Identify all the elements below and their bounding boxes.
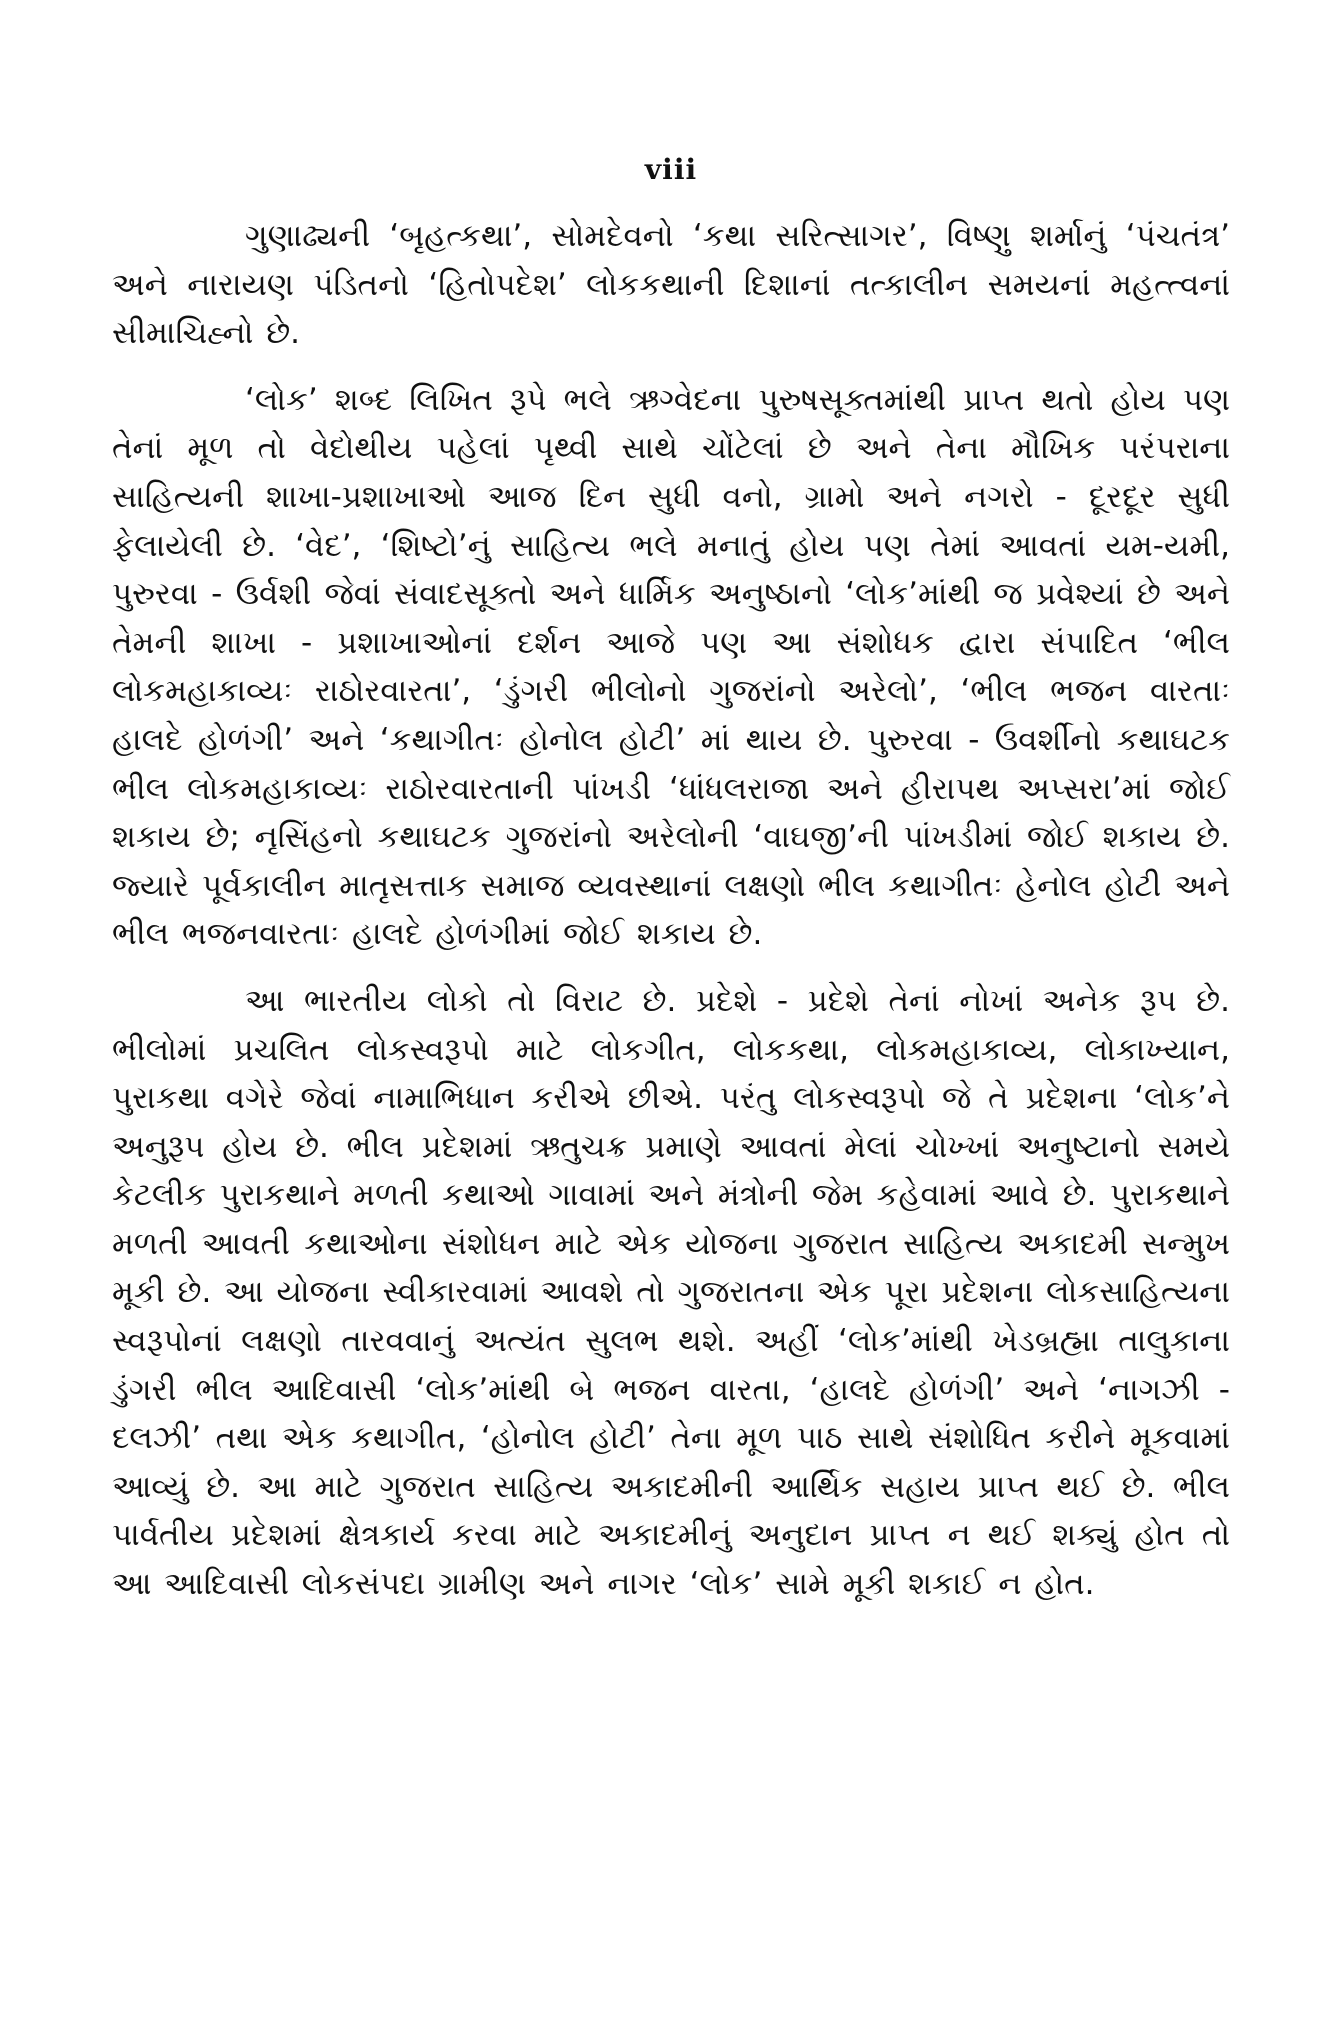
page-number: viii: [644, 153, 698, 186]
paragraph-2: ‘લોક’ શબ્દ લિખિત રૂપે ભલે ઋગ્વેદના પુરુષસૂક્તમાંથી પ્રાપ્ત થતો હોય પણ તેનાં મૂળ તો વેદોથીય પહેલાં પૃથ્વી સાથે ચોંટેલાં છે અને તેના મૌખિક પરંપરાના સાહિત્યની શાખા-પ્રશાખાઓ આજ દિન સુધી વનો, ગ્રામો અને નગરો - દૂરદૂર સુધી ફેલાયેલી છે. ‘વેદ’, ‘શિષ્ટો’નું સાહિત્ય ભલે મનાતું હોય પણ તેમાં આવતાં યમ-યમી, પુરુરવા - ઉર્વશી જેવાં સંવાદસૂક્તો અને ધાર્મિક અનુષ્ઠાનો ‘લોક’માંથી જ પ્રવેશ્યાં છે અને તેમની શાખા - પ્રશાખાઓનાં દર્શન આજે પણ આ સંશોધક દ્વારા સંપાદિત ‘ભીલ લોકમહાકાવ્યઃ રાઠોરવારતા’, ‘ડુંગરી ભીલોનો ગુજરાંનો અરેલો’, ‘ભીલ ભજન વારતાઃ હાલદે હોળંગી’ અને ‘કથાગીતઃ હોનોલ હોટી’ માં થાય છે. પુરુરવા - ઉવર્શીનો કથાઘટક ભીલ લોકમહાકાવ્યઃ રાઠોરવારતાની પાંખડી ‘ધાંધલરાજા અને હીરાપથ અપ્સરા’માં જોઈ શકાય છે; નૃસિંહનો કથાઘટક ગુજરાંનો અરેલોની ‘વાઘજી’ની પાંખડીમાં જોઈ શકાય છે. જ્યારે પૂર્વકાલીન માતૃસત્તાક સમાજ વ્યવસ્થાનાં લક્ષણો ભીલ કથાગીતઃ હેનોલ હોટી અને ભીલ ભજનવારતાઃ હાલદે હોળંગીમાં જોઈ શકાય છે.: [112, 381, 1230, 953]
paragraph-3: આ ભારતીય લોકો તો વિરાટ છે. પ્રદેશે - પ્રદેશે તેનાં નોખાં અનેક રૂપ છે. ભીલોમાં પ્રચલિત લોકસ્વરૂપો માટે લોકગીત, લોકકથા, લોકમહાકાવ્ય, લોકાખ્યાન, પુરાકથા વગેરે જેવાં નામાભિધાન કરીએ છીએ. પરંતુ લોકસ્વરૂપો જે તે પ્રદેશના ‘લોક’ને અનુરૂપ હોય છે. ભીલ પ્રદેશમાં ઋતુચક્ર પ્રમાણે આવતાં મેલાં ચોખ્ખાં અનુષ્ટાનો સમયે કેટલીક પુરાકથાને મળતી કથાઓ ગાવામાં અને મંત્રોની જેમ કહેવામાં આવે છે. પુરાકથાને મળતી આવતી કથાઓના સંશોધન માટે એક યોજના ગુજરાત સાહિત્ય અકાદમી સન્મુખ મૂકી છે. આ યોજના સ્વીકારવામાં આવશે તો ગુજરાતના એક પૂરા પ્રદેશના લોકસાહિત્યના સ્વરૂપોનાં લક્ષણો તારવવાનું અત્યંત સુલભ થશે. અહીં ‘લોક’માંથી ખેડબ્રહ્મા તાલુકાના ડુંગરી ભીલ આદિવાસી ‘લોક’માંથી બે ભજન વારતા, ‘હાલદે હોળંગી’ અને ‘નાગઝી - દલઝી’ તથા એક કથાગીત, ‘હોનોલ હોટી’ તેના મૂળ પાઠ સાથે સંશોધિત કરીને મૂકવામાં આવ્યું છે. આ માટે ગુજરાત સાહિત્ય અકાદમીની આર્થિક સહાય પ્રાપ્ત થઈ છે. ભીલ પાર્વતીય પ્રદેશમાં ક્ષેત્રકાર્ય કરવા માટે અકાદમીનું અનુદાન પ્રાપ્ત ન થઈ શક્યું હોત તો આ આદિવાસી લોકસંપદા ગ્રામીણ અને નાગર ‘લોક’ સામે મૂકી શકાઈ ન હોત.: [112, 982, 1230, 1603]
paragraph-1: ગુણાઢ્યની ‘બૃહત્કથા’, સોમદેવનો ‘કથા સરિત્સાગર’, વિષ્ણુ શર્માનું ‘પંચતંત્ર’ અને નારાયણ પંડિતનો ‘હિતોપદેશ’ લોકકથાની દિશાનાં તત્કાલીન સમયનાં મહત્ત્વનાં સીમાચિહ્નો છે.: [112, 218, 1230, 352]
